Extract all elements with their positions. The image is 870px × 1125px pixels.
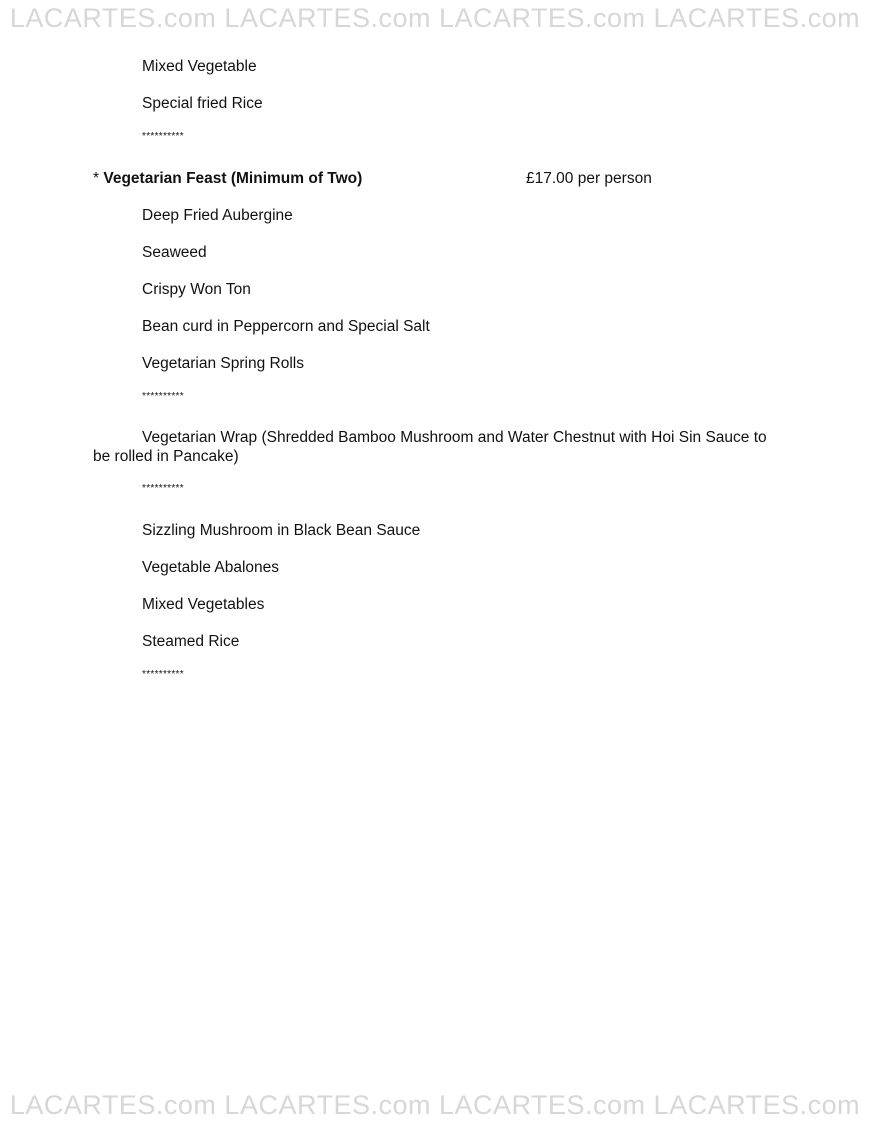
- menu-item-starter: Deep Fried Aubergine: [142, 207, 293, 224]
- menu-item-starter: Vegetarian Spring Rolls: [142, 355, 304, 372]
- feast-price: £17.00 per person: [526, 170, 652, 187]
- menu-item-main: Vegetable Abalones: [142, 559, 280, 576]
- separator: **********: [142, 391, 184, 402]
- separator: **********: [142, 669, 184, 680]
- watermark-top: LACARTES.com LACARTES.com LACARTES.com LACARTES.com: [9, 3, 861, 33]
- menu-item-vegetarian-wrap: Vegetarian Wrap (Shredded Bamboo Mushroom and Water Chestnut with Hoi Sin Sauce to be rolled in Pancake): [93, 429, 767, 465]
- feast-heading: [93, 169, 362, 188]
- menu-item-main: Mixed Vegetables: [142, 596, 265, 613]
- menu-item-starter: Seaweed: [142, 244, 207, 261]
- menu-item-starter: Crispy Won Ton: [142, 281, 251, 298]
- watermark-bottom: LACARTES.com LACARTES.com LACARTES.com LACARTES.com: [9, 1090, 861, 1120]
- feast-marker: *: [93, 170, 100, 187]
- separator: **********: [142, 483, 184, 494]
- menu-item-mixed-vegetable: Mixed Vegetable: [142, 58, 257, 75]
- feast-title: Vegetarian Feast (Minimum of Two): [103, 170, 363, 187]
- menu-item-main: Sizzling Mushroom in Black Bean Sauce: [142, 522, 421, 539]
- separator: **********: [142, 131, 184, 142]
- menu-item-special-fried-rice: Special fried Rice: [142, 95, 263, 112]
- menu-item-main: Steamed Rice: [142, 633, 240, 650]
- menu-item-starter: Bean curd in Peppercorn and Special Salt: [142, 318, 430, 335]
